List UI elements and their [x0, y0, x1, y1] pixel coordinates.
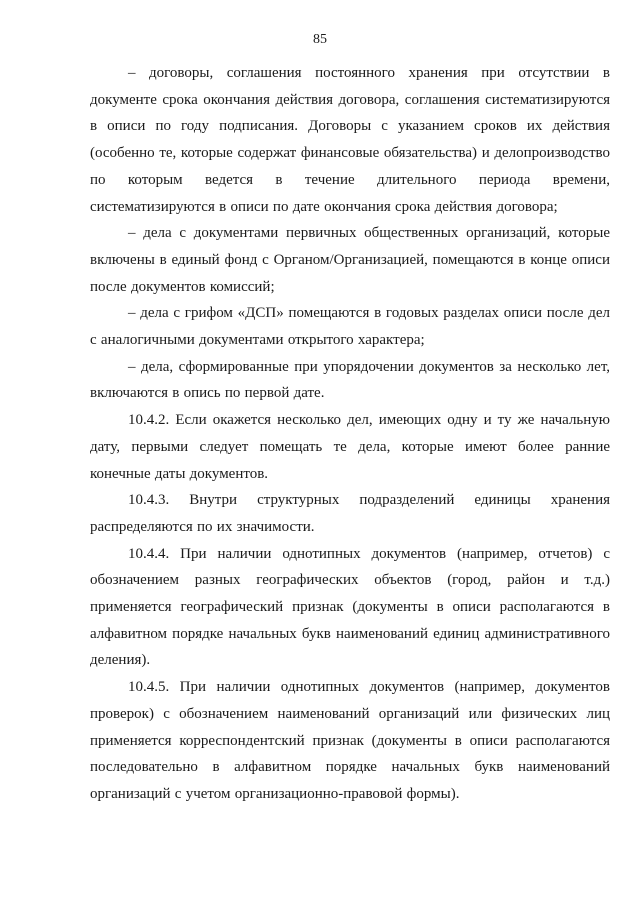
paragraph-10-4-4: 10.4.4. При наличии однотипных документов (например, отчетов) с обозначением разных географических объектов (город, район и т.д.) применяется географический признак (документы в описи располагаются в алфавитном порядке начальных букв наименований единиц административного деления). — [90, 545, 610, 669]
page-number: 85 — [313, 32, 327, 47]
paragraph-10-4-3: 10.4.3. Внутри структурных подразделений единицы хранения распределяются по их значимости. — [90, 492, 610, 535]
paragraph-dsp-stamp: – дела с грифом «ДСП» помещаются в годовых разделах описи после дел с аналогичными документами открытого характера; — [90, 305, 610, 349]
document-body — [90, 60, 610, 808]
paragraph-public-organizations: – дела с документами первичных общественных организаций, которые включены в единый фонд с Органом/Организацией, помещаются в конце описи после документов комиссий; — [90, 225, 610, 295]
paragraph-10-4-2: 10.4.2. Если окажется несколько дел, имеющих одну и ту же начальную дату, первыми следует помещать те дела, которые имеют более ранние конечные даты документов. — [90, 412, 610, 482]
paragraph-contracts: – договоры, соглашения постоянного хранения при отсутствии в документе срока окончания действия договора, соглашения систематизируются в описи по году подписания. Договоры с указанием сроков их действия (особенно те, которые содержат финансовые обязательства) и делопроизводство по которым ведется в течение длительного периода времени, систематизируются в описи по дате окончания срока действия договора; — [90, 65, 610, 215]
paragraph-10-4-5: 10.4.5. При наличии однотипных документов (например, документов проверок) с обозначением наименований организаций или физических лиц применяется корреспондентский признак (документы в описи располагаются последовательно в алфавитном порядке начальных букв наименований организаций с учетом организационно-правовой формы). — [90, 679, 610, 802]
paragraph-multi-year-cases: – дела, сформированные при упорядочении документов за несколько лет, включаются в опись по первой дате. — [90, 358, 610, 402]
